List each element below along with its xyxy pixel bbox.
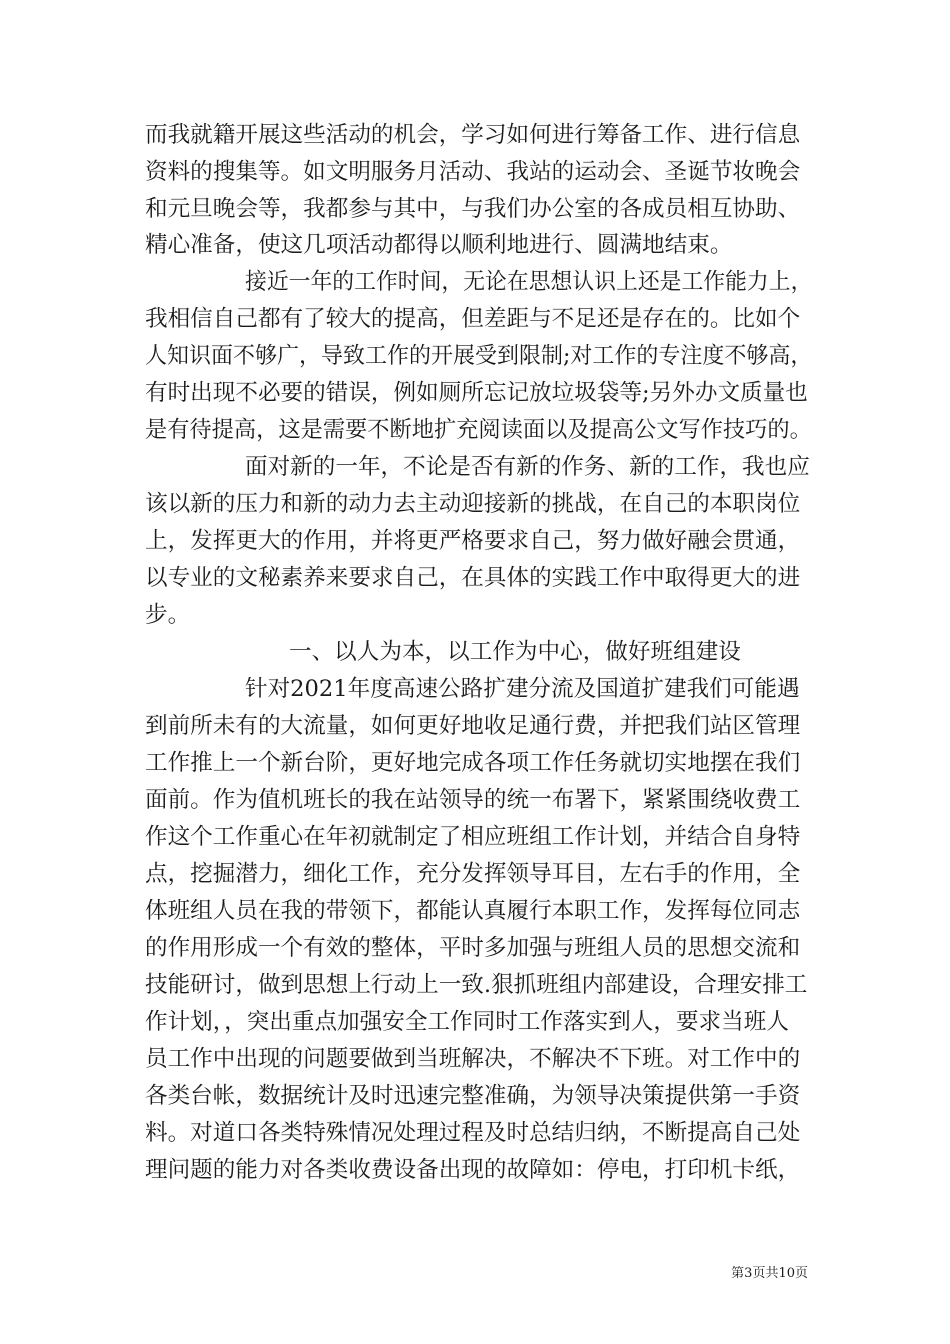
text-line: 和元旦晚会等，我都参与其中，与我们办公室的各成员相互协助、 — [145, 196, 801, 222]
text-line: 人知识面不够广，导致工作的开展受到限制;对工作的专注度不够高， — [145, 343, 813, 369]
text-line: 工作推上一个新台阶，更好地完成各项工作任务就切实地摆在我们 — [145, 750, 801, 776]
text-line: 到前所未有的大流量，如何更好地收足通行费，并把我们站区管理 — [145, 713, 801, 739]
text-line: 料。对道口各类特殊情况处理过程及时总结归纳，不断提高自己处 — [145, 1120, 801, 1146]
text-line: 精心准备，使这几项活动都得以顺利地进行、圆满地结束。 — [145, 232, 733, 258]
text-line: 该以新的压力和新的动力去主动迎接新的挑战，在自己的本职岗位 — [145, 491, 801, 517]
text-line: 面对新的一年，不论是否有新的作务、新的工作，我也应 — [245, 454, 810, 480]
text-line: 理问题的能力对各类收费设备出现的故障如：停电，打印机卡纸， — [145, 1157, 801, 1183]
text-line: 有时出现不必要的错误，例如厕所忘记放垃圾袋等;另外办文质量也 — [145, 380, 808, 406]
text-line: 是有待提高，这是需要不断地扩充阅读面以及提高公文写作技巧的。 — [145, 417, 812, 443]
page-number-footer: 第3页共10页 — [731, 1266, 808, 1281]
text-line: 体班组人员在我的带领下，都能认真履行本职工作，发挥每位同志 — [145, 898, 801, 924]
text-line: 针对2021年度高速公路扩建分流及国道扩建我们可能遇 — [245, 676, 800, 702]
text-line: 而我就籍开展这些活动的机会，学习如何进行筹备工作、进行信息 — [145, 122, 801, 148]
text-line: 的作用形成一个有效的整体，平时多加强与班组人员的思想交流和 — [145, 935, 801, 961]
text-line: 点，挖掘潜力，细化工作，充分发挥领导耳目，左右手的作用，全 — [145, 861, 801, 887]
section-heading: 一、以人为本，以工作为中心，做好班组建设 — [289, 639, 741, 665]
text-line: 我相信自己都有了较大的提高，但差距与不足还是存在的。比如个 — [145, 306, 801, 332]
text-line: 作计划，，突出重点加强安全工作同时工作落实到人，要求当班人 — [145, 1009, 789, 1035]
text-line: 步。 — [145, 602, 191, 628]
text-line: 各类台帐，数据统计及时迅速完整准确，为领导决策提供第一手资 — [145, 1083, 801, 1109]
text-line: 资料的搜集等。如文明服务月活动、我站的运动会、圣诞节妆晚会 — [145, 159, 801, 185]
text-line: 技能研讨，做到思想上行动上一致.狠抓班组内部建设，合理安排工 — [145, 972, 808, 998]
text-line: 上，发挥更大的作用，并将更严格要求自己，努力做好融会贯通， — [145, 528, 801, 554]
text-line: 作这个工作重心在年初就制定了相应班组工作计划，并结合自身特 — [145, 824, 801, 850]
text-line: 接近一年的工作时间，无论在思想认识上还是工作能力上， — [245, 269, 813, 295]
text-line: 面前。作为值机班长的我在站领导的统一布署下，紧紧围绕收费工 — [145, 787, 801, 813]
text-line: 员工作中出现的问题要做到当班解决，不解决不下班。对工作中的 — [145, 1046, 801, 1072]
text-line: 以专业的文秘素养来要求自己，在具体的实践工作中取得更大的进 — [145, 565, 801, 591]
